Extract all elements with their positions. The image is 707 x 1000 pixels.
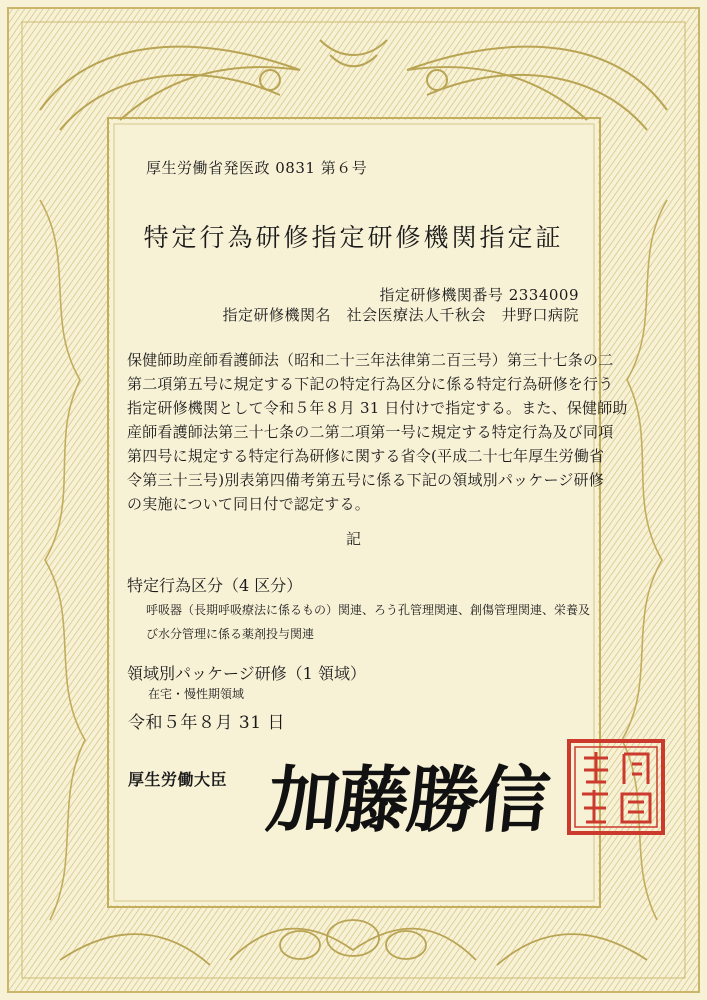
body-line: 産師看護師法第三十七条の二第二項第一号に規定する特定行為及び同項 bbox=[127, 423, 614, 441]
body-line: 第四号に規定する特定行為研修に関する省令(平成二十七年厚生労働省 bbox=[127, 447, 605, 465]
minister-signature: 加藤勝信 bbox=[262, 757, 552, 842]
body-line: 令第三十三号)別表第四備考第五号に係る下記の領域別パッケージ研修 bbox=[127, 471, 604, 489]
issue-date: 令和５年８月 31 日 bbox=[128, 713, 285, 733]
body-line: 第二項第五号に規定する下記の特定行為区分に係る特定行為研修を行う bbox=[127, 375, 614, 393]
body-line: 指定研修機関として令和５年８月 31 日付けで指定する。また、保健師助 bbox=[127, 399, 628, 417]
seal-icon bbox=[566, 738, 666, 836]
body-line: の実施について同日付で認定する。 bbox=[127, 495, 370, 513]
section-detail-line: 呼吸器（長期呼吸療法に係るもの）関連、ろう孔管理関連、創傷管理関連、栄養及 bbox=[146, 603, 591, 617]
minister-title: 厚生労働大臣 bbox=[128, 770, 228, 789]
section-detail-line: び水分管理に係る薬剤投与関連 bbox=[146, 627, 315, 641]
ki-heading: 記 bbox=[345, 530, 361, 548]
institution-name: 指定研修機関名 社会医療法人千秋会 井野口病院 bbox=[222, 306, 579, 324]
official-seal bbox=[566, 738, 666, 836]
certificate-title: 特定行為研修指定研修機関指定証 bbox=[143, 223, 564, 252]
document-number: 厚生労働省発医政 0831 第６号 bbox=[146, 159, 368, 177]
section-title-package: 領域別パッケージ研修（1 領域） bbox=[127, 664, 366, 683]
institution-number: 指定研修機関番号 2334009 bbox=[379, 286, 579, 304]
section-detail-line: 在宅・慢性期領域 bbox=[148, 687, 245, 701]
section-title-tokutei-koui: 特定行為区分（4 区分） bbox=[127, 576, 303, 595]
body-line: 保健師助産師看護師法（昭和二十三年法律第二百三号）第三十七条の二 bbox=[127, 351, 614, 369]
